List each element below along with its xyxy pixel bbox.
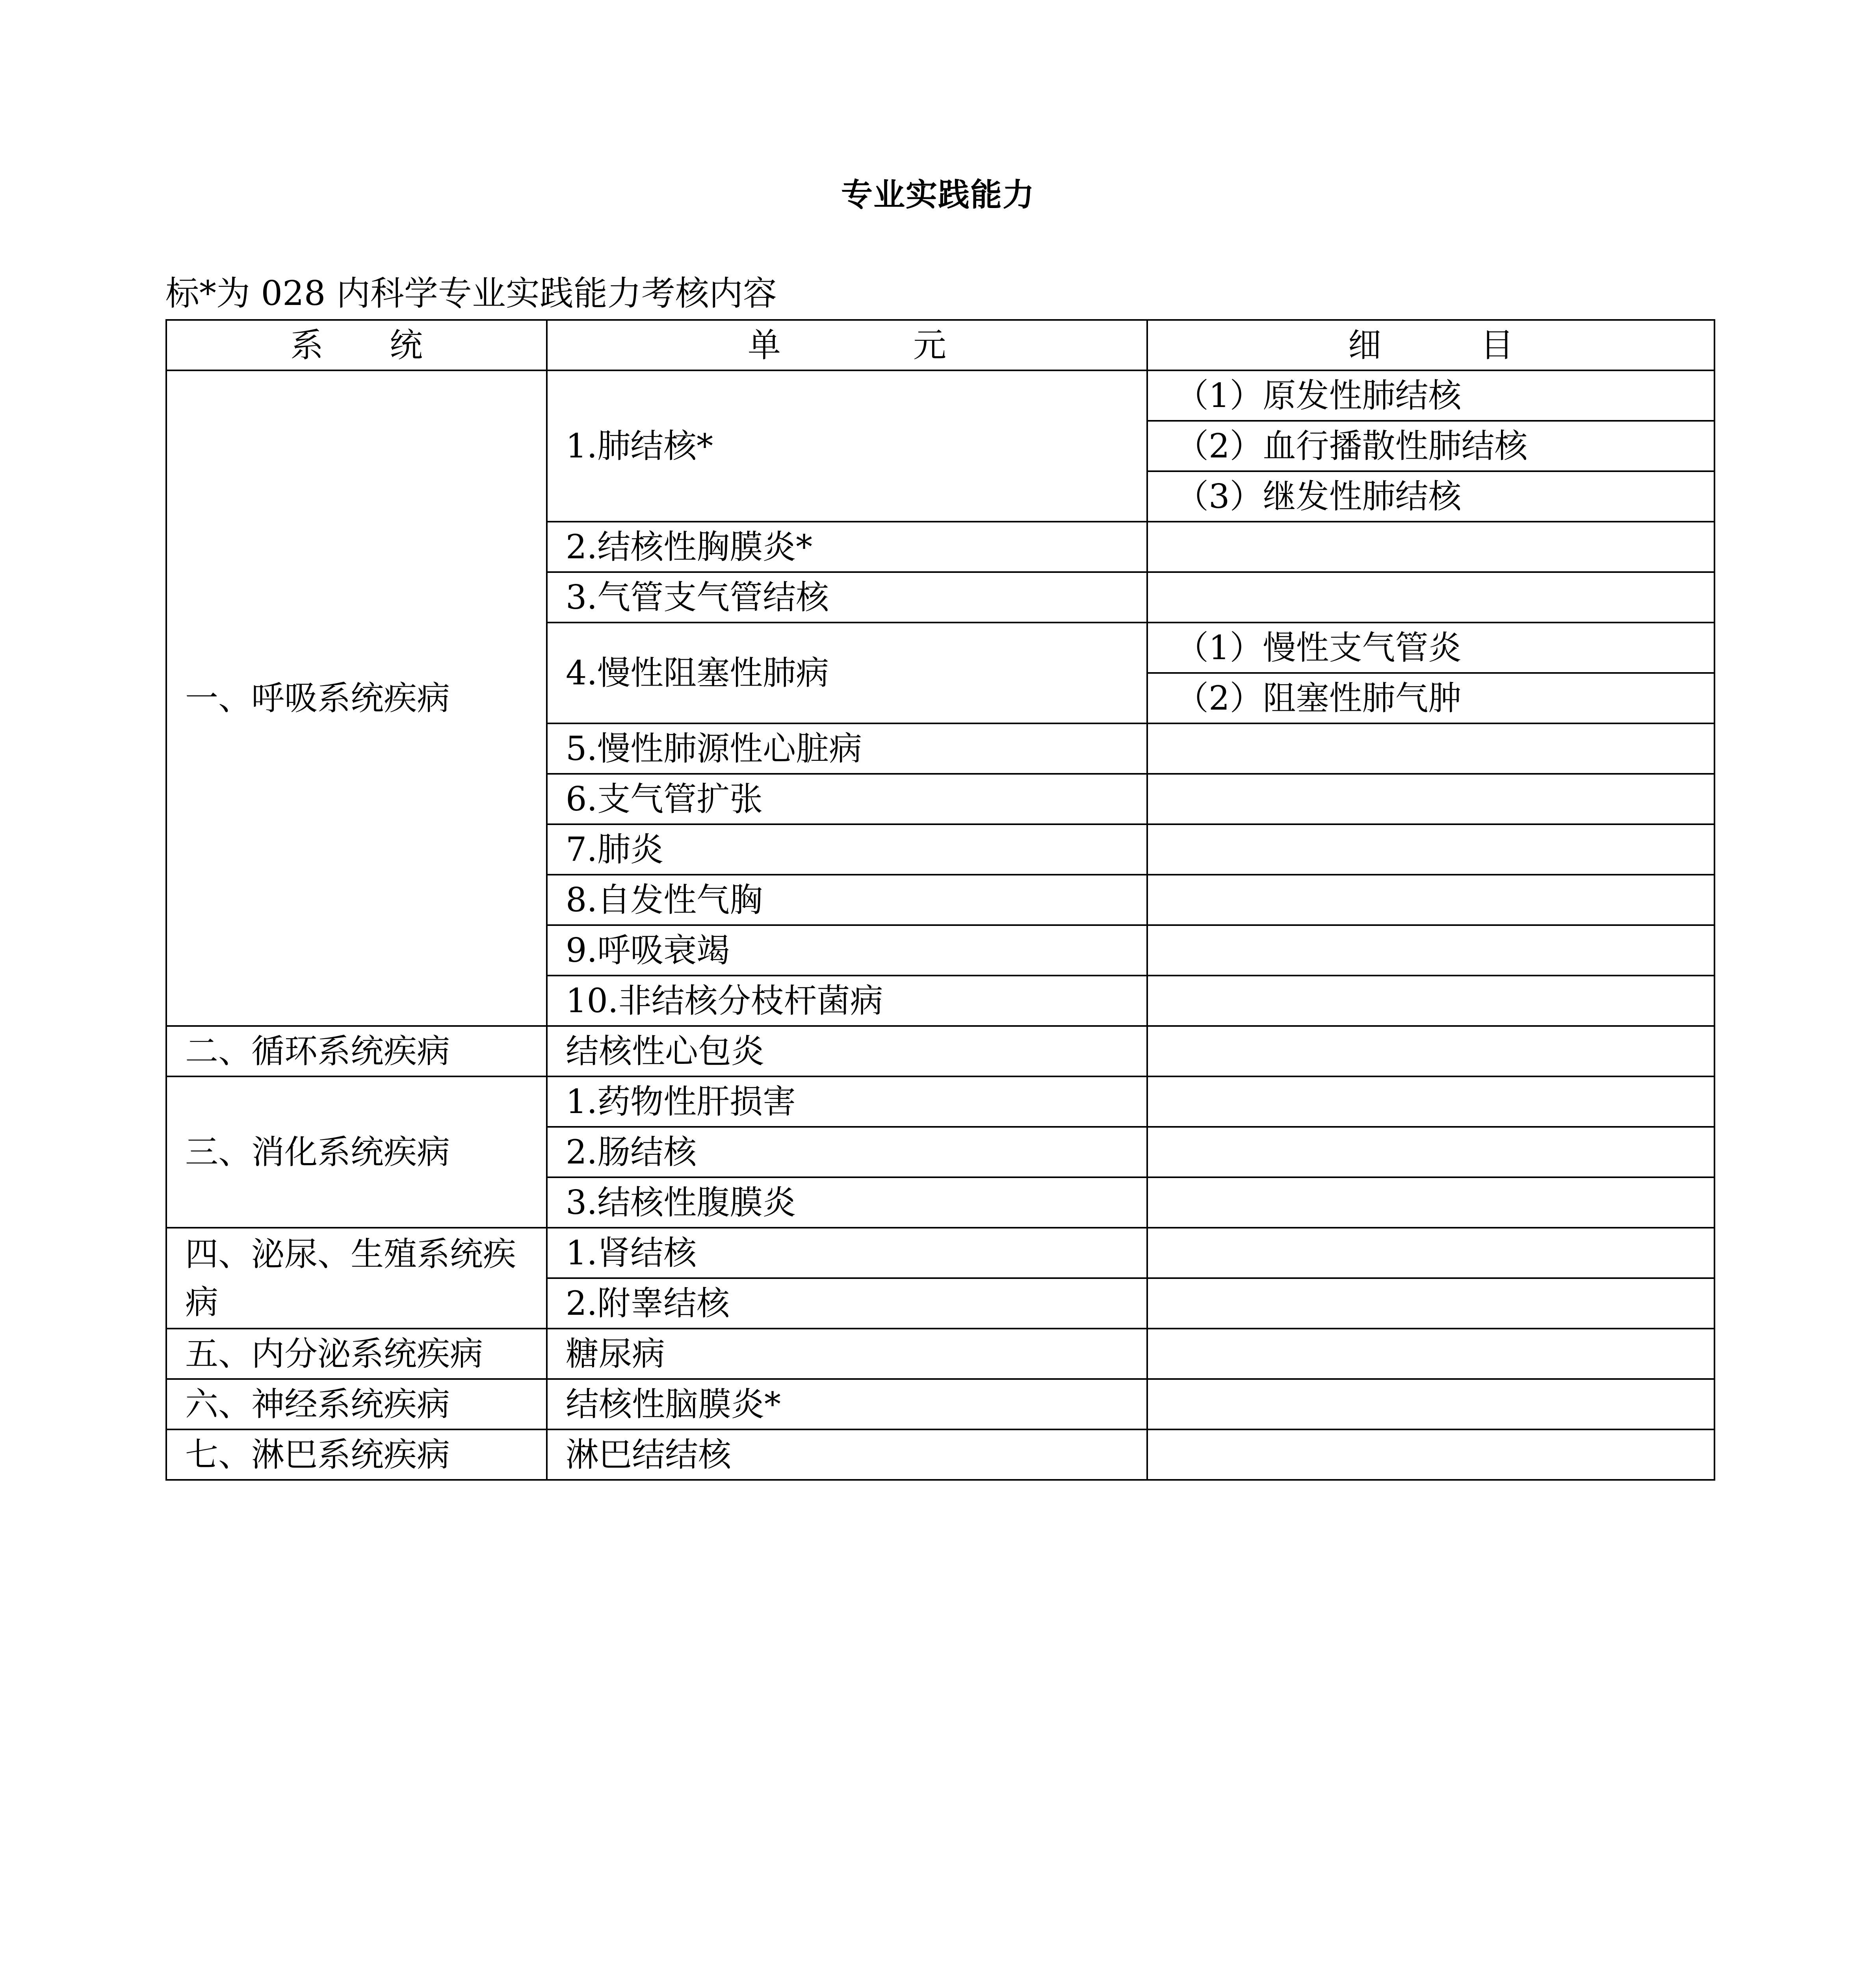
unit-cell: 结核性脑膜炎* <box>547 1379 1147 1429</box>
unit-cell: 3.结核性腹膜炎 <box>547 1177 1147 1228</box>
detail-cell <box>1147 723 1714 774</box>
unit-cell: 6.支气管扩张 <box>547 774 1147 824</box>
system-cell: 二、循环系统疾病 <box>166 1026 547 1076</box>
detail-cell <box>1147 1127 1714 1177</box>
system-cell: 七、淋巴系统疾病 <box>166 1429 547 1480</box>
detail-cell <box>1147 925 1714 976</box>
table-row <box>166 1026 1714 1076</box>
detail-cell <box>1147 572 1714 623</box>
table-row <box>166 1076 1714 1127</box>
unit-cell: 7.肺炎 <box>547 824 1147 875</box>
detail-cell <box>1147 1429 1714 1480</box>
detail-cell: （1）原发性肺结核 <box>1147 370 1714 421</box>
system-cell: 四、泌尿、生殖系统疾病 <box>166 1228 547 1329</box>
system-cell: 六、神经系统疾病 <box>166 1379 547 1429</box>
detail-cell: （1）慢性支气管炎 <box>1147 623 1714 673</box>
detail-cell <box>1147 1228 1714 1278</box>
unit-cell: 4.慢性阻塞性肺病 <box>547 623 1147 723</box>
table-caption: 标*为 028 内科学专业实践能力考核内容 <box>165 274 777 313</box>
exam-content-table <box>165 319 1715 1481</box>
table-row <box>166 1379 1714 1429</box>
unit-cell: 2.结核性胸膜炎* <box>547 522 1147 572</box>
detail-cell <box>1147 1329 1714 1379</box>
unit-cell: 2.肠结核 <box>547 1127 1147 1177</box>
detail-cell <box>1147 522 1714 572</box>
unit-cell: 3.气管支气管结核 <box>547 572 1147 623</box>
detail-cell <box>1147 875 1714 925</box>
detail-cell <box>1147 1026 1714 1076</box>
table-body <box>166 370 1714 1480</box>
unit-cell: 5.慢性肺源性心脏病 <box>547 723 1147 774</box>
unit-cell: 8.自发性气胸 <box>547 875 1147 925</box>
unit-cell: 结核性心包炎 <box>547 1026 1147 1076</box>
table-row <box>166 1228 1714 1278</box>
system-cell: 三、消化系统疾病 <box>166 1076 547 1228</box>
detail-cell: （2）阻塞性肺气肿 <box>1147 673 1714 723</box>
system-cell: 五、内分泌系统疾病 <box>166 1329 547 1379</box>
table-header-row <box>166 320 1714 370</box>
detail-cell: （2）血行播散性肺结核 <box>1147 421 1714 471</box>
unit-cell: 淋巴结结核 <box>547 1429 1147 1480</box>
detail-cell <box>1147 1379 1714 1429</box>
detail-cell <box>1147 1278 1714 1329</box>
system-cell: 一、呼吸系统疾病 <box>166 370 547 1026</box>
detail-cell <box>1147 774 1714 824</box>
unit-cell: 1.肺结核* <box>547 370 1147 522</box>
header-detail: 细 目 <box>1147 320 1714 370</box>
unit-cell: 1.肾结核 <box>547 1228 1147 1278</box>
header-system: 系 统 <box>166 320 547 370</box>
unit-cell: 1.药物性肝损害 <box>547 1076 1147 1127</box>
table-row <box>166 1329 1714 1379</box>
table-row <box>166 1429 1714 1480</box>
unit-cell: 9.呼吸衰竭 <box>547 925 1147 976</box>
table-row <box>166 370 1714 421</box>
detail-cell: （3）继发性肺结核 <box>1147 471 1714 522</box>
detail-cell <box>1147 976 1714 1026</box>
detail-cell <box>1147 824 1714 875</box>
detail-cell <box>1147 1177 1714 1228</box>
unit-cell: 10.非结核分枝杆菌病 <box>547 976 1147 1026</box>
detail-cell <box>1147 1076 1714 1127</box>
unit-cell: 糖尿病 <box>547 1329 1147 1379</box>
header-unit: 单 元 <box>547 320 1147 370</box>
page-title: 专业实践能力 <box>841 177 1035 213</box>
unit-cell: 2.附睾结核 <box>547 1278 1147 1329</box>
